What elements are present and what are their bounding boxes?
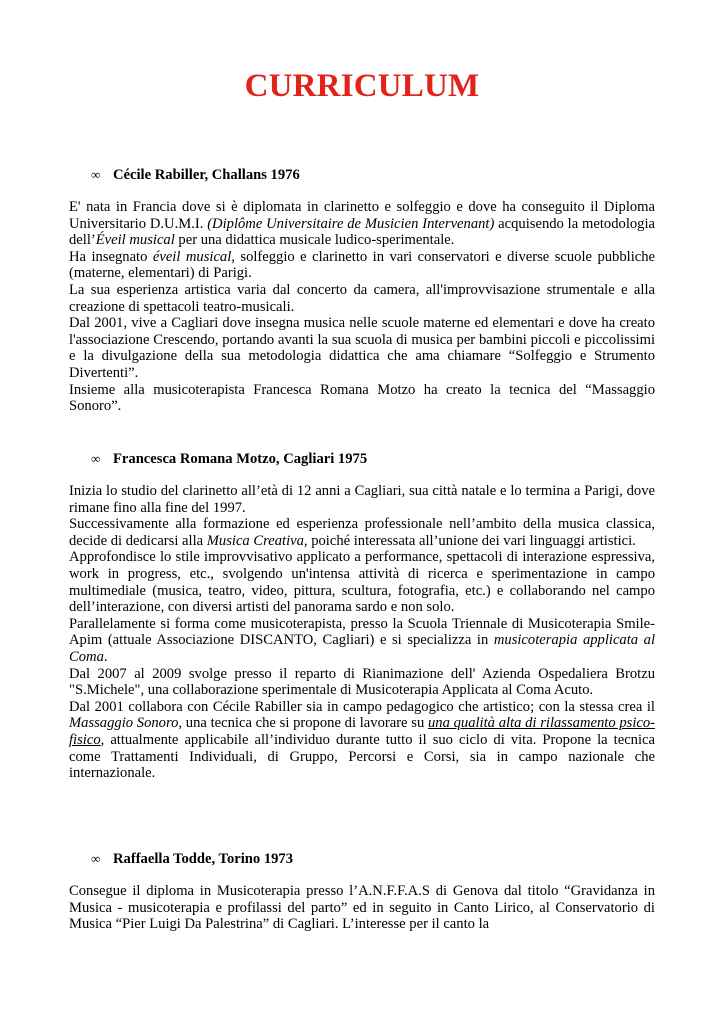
paragraph: Insieme alla musicoterapista Francesca Romana Motzo ha creato la tecnica del “Massaggio Sonoro”. (69, 381, 655, 415)
section-heading-todde (91, 850, 293, 868)
section-body-motzo (69, 483, 655, 782)
text-run: . (103, 648, 108, 665)
text-run: E' nata in Francia dove si è diplomata in clarinetto e solfeggio e dove ha conseguito il Diploma Universitario D.U.M.I. (69, 199, 655, 232)
heading-text: Francesca Romana Motzo, Cagliari 1975 (113, 451, 368, 467)
text-run: Dal 2001 collabora con Cécile Rabiller sia in campo pedagogico che artistico; con la stessa crea il (69, 698, 655, 715)
section-body-rabiller (69, 199, 655, 415)
text-run: Parallelamente si forma come musicoterapista, presso la Scuola Triennale di Musicoterapia Smile-Apim (attuale Associazione DISCANTO, Cagliari) e si specializza in (69, 615, 655, 649)
paragraph: Inizia lo studio del clarinetto all’età di 12 anni a Cagliari, sua città natale e lo termina a Parigi, dove rimane fino alla fine del 1997. (69, 483, 655, 516)
text-run: per una didattica musicale ludico-sperimentale. (174, 232, 455, 249)
paragraph (69, 249, 655, 282)
heading-text: Cécile Rabiller, Challans 1976 (113, 167, 300, 183)
paragraph: Dal 2007 al 2009 svolge presso il reparto di Rianimazione dell' Azienda Ospedaliera Brotzu "S.Michele", una collaborazione sperimentale di Musicoterapia Applicata al Coma Acuto. (69, 665, 655, 699)
text-run: , una tecnica che si propone di lavorare su (178, 715, 428, 732)
text-run: , poiché interessata all’unione dei vari linguaggi artistici. (303, 532, 636, 549)
italic-run: Éveil musical (95, 232, 175, 249)
section-heading-rabiller (91, 166, 300, 184)
paragraph: Approfondisce lo stile improvvisativo applicato a performance, spettacoli di interazione espressiva, work in progress, etc., svolgendo un'intensa attività di ricerca e sperimentazione in campo multimediale (musica, teatro, video, pittura, scultura, fotografia, etc.) e collaborando nel campo dell’interazione, con diversi artisti del panorama sardo e non solo. (69, 549, 655, 616)
paragraph: La sua esperienza artistica varia dal concerto da camera, all'improvvisazione strumentale e alla creazione di spettacoli teatro-musicali. (69, 281, 655, 315)
italic-run: Musica Creativa (206, 532, 304, 549)
section-body-todde (69, 883, 655, 933)
italic-run: éveil musical (152, 248, 232, 265)
underlined-italic-run: una qualità alta di rilassamento psico-fisico (69, 715, 656, 748)
paragraph (69, 516, 655, 549)
text-run: , attualmente applicabile all’individuo durante tutto il suo ciclo di vita. Propone la tecnica come Trattamenti Individuali, di Gruppo, Percorsi e Corsi, sia in campo nazionale che internazionale. (69, 731, 655, 782)
text-run: acquisendo la metodologia dell’ (69, 215, 655, 249)
heading-text: Raffaella Todde, Torino 1973 (113, 851, 294, 867)
text-run: Successivamente alla formazione ed esperienza professionale nell’ambito della musica classica, decide di dedicarsi alla (69, 516, 655, 549)
italic-run: (Diplôme Universitaire de Musicien Intervenant) (207, 215, 495, 232)
italic-run: musicoterapia applicata al Coma (69, 632, 656, 665)
section-heading-motzo (91, 450, 367, 468)
paragraph (69, 199, 655, 249)
bullet-icon: ∞ (91, 167, 101, 182)
text-run: Ha insegnato (69, 248, 153, 265)
paragraph: Dal 2001, vive a Cagliari dove insegna musica nelle scuole materne ed elementari e dove ha creato l'associazione Crescendo, portando avanti la sua scuola di musica per bambini piccoli e piccolissimi e la divulgazione della sua metodologia didattica che ama chiamare “Solfeggio e Strumento Divertenti”. (69, 315, 655, 381)
italic-run: Massaggio Sonoro (69, 715, 179, 732)
paragraph: Consegue il diploma in Musicoterapia presso l’A.N.F.F.A.S di Genova dal titolo “Gravidanza in Musica - musicoterapia e profilassi del parto” ed in seguito in Canto Lirico, al Conservatorio di Musica “Pier Luigi Da Palestrina” di Cagliari. L’interesse per il canto la (69, 883, 655, 933)
page-title: CURRICULUM (244, 68, 480, 104)
bullet-icon: ∞ (91, 451, 101, 466)
bullet-icon: ∞ (91, 851, 101, 866)
text-run: , solfeggio e clarinetto in vari conservatori e diverse scuole pubbliche (materne, elementari) di Parigi. (69, 248, 656, 282)
paragraph (69, 699, 655, 782)
paragraph (69, 616, 655, 666)
